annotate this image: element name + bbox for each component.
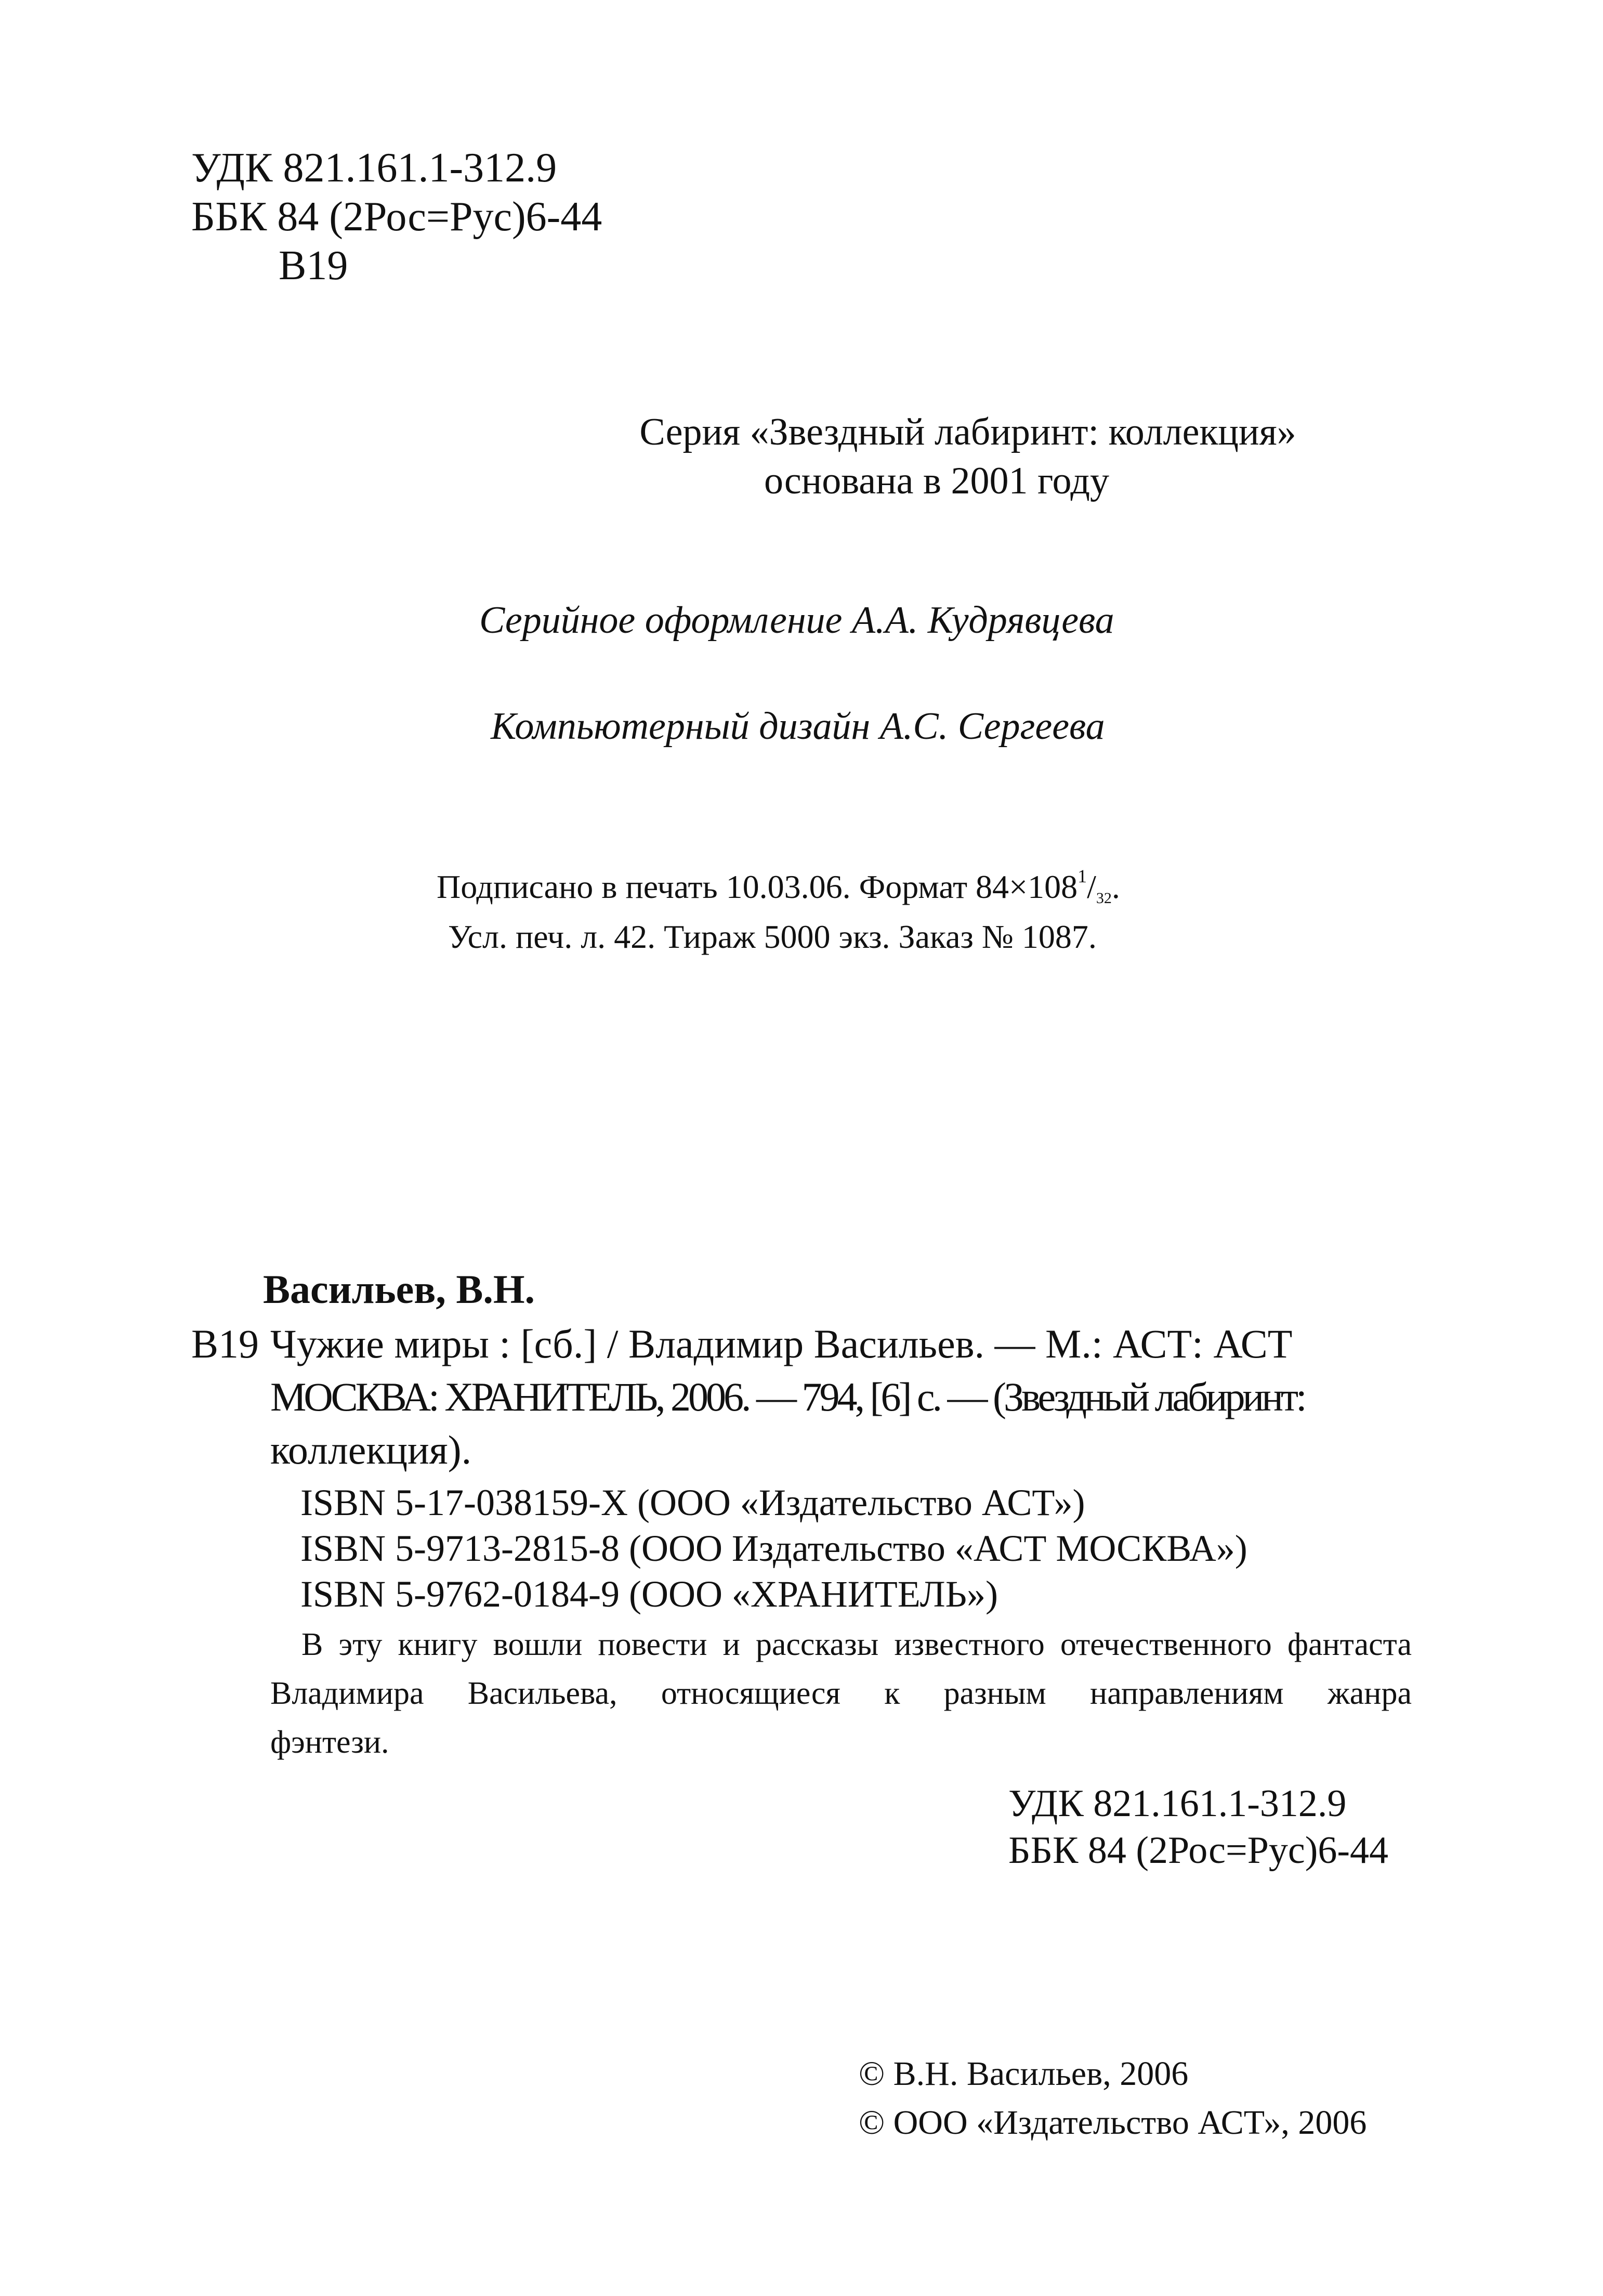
isbn-line: ISBN 5-9713-2815-8 (ООО Издательство «АСТ МОСКВА») bbox=[300, 1528, 1247, 1569]
copyright-block bbox=[859, 2050, 1367, 2147]
bibliography-publisher: МОСКВА: ХРАНИТЕЛЬ, 2006. — 794, [6] с. — (Звездный лабиринт: bbox=[270, 1374, 1305, 1419]
annotation-text-end: фэнтези. bbox=[270, 1725, 389, 1760]
copyright-line: © В.Н. Васильев, 2006 bbox=[859, 2055, 1189, 2093]
bbk-code: ББК 84 (2Рос=Рус)6-44 bbox=[191, 194, 602, 240]
series-info bbox=[0, 408, 1603, 505]
bibliography-title: Чужие миры : [сб.] / Владимир Васильев. — М.: АСТ: АСТ bbox=[270, 1321, 1293, 1366]
isbn-line: ISBN 5-17-038159-X (ООО «Издательство АСТ») bbox=[300, 1482, 1085, 1523]
bibliography-entry bbox=[191, 1317, 1305, 1477]
print-date-format: Подписано в печать 10.03.06. Формат 84×108 bbox=[437, 868, 1078, 905]
print-info bbox=[437, 862, 1120, 962]
print-info-line-2: Усл. печ. л. 42. Тираж 5000 экз. Заказ № 1087. bbox=[448, 918, 1097, 955]
format-denominator: 32 bbox=[1096, 890, 1112, 907]
bibliography-line-1 bbox=[191, 1317, 1305, 1371]
format-suffix: . bbox=[1111, 868, 1120, 905]
series-founded: основана в 2001 году bbox=[764, 460, 1109, 502]
format-numerator: 1 bbox=[1078, 866, 1087, 886]
format-slash: / bbox=[1087, 868, 1096, 905]
bibliography-author: Васильев, В.Н. bbox=[263, 1267, 535, 1312]
annotation-text: В эту книгу вошли повести и рассказы известного отечественного фантаста Владимира Васильева, относящиеся к разным направлениям жанра bbox=[270, 1627, 1412, 1711]
bibliography-code: В19 bbox=[191, 1321, 259, 1366]
series-design-credit: Серийное оформление А.А. Кудрявцева bbox=[479, 599, 1114, 642]
classification-block-bottom bbox=[1008, 1780, 1388, 1874]
isbn-line: ISBN 5-9762-0184-9 (ООО «ХРАНИТЕЛЬ») bbox=[300, 1573, 998, 1615]
copyright-line: © ООО «Издательство АСТ», 2006 bbox=[859, 2104, 1367, 2142]
annotation bbox=[270, 1620, 1412, 1767]
series-name: Серия «Звездный лабиринт: коллекция» bbox=[639, 411, 1296, 453]
udk-code: УДК 821.161.1-312.9 bbox=[191, 145, 557, 191]
udk-code: УДК 821.161.1-312.9 bbox=[1008, 1782, 1347, 1825]
computer-design-credit: Компьютерный дизайн А.С. Сергеева bbox=[491, 705, 1105, 748]
isbn-list bbox=[300, 1480, 1247, 1617]
bibliography-line-2 bbox=[191, 1371, 1305, 1424]
print-info-line-1 bbox=[437, 862, 1120, 912]
bbk-code: ББК 84 (2Рос=Рус)6-44 bbox=[1008, 1829, 1389, 1872]
author-mark: В19 bbox=[279, 243, 348, 289]
classification-block-top bbox=[191, 144, 602, 290]
bibliography-line-3: коллекция). bbox=[270, 1427, 472, 1472]
